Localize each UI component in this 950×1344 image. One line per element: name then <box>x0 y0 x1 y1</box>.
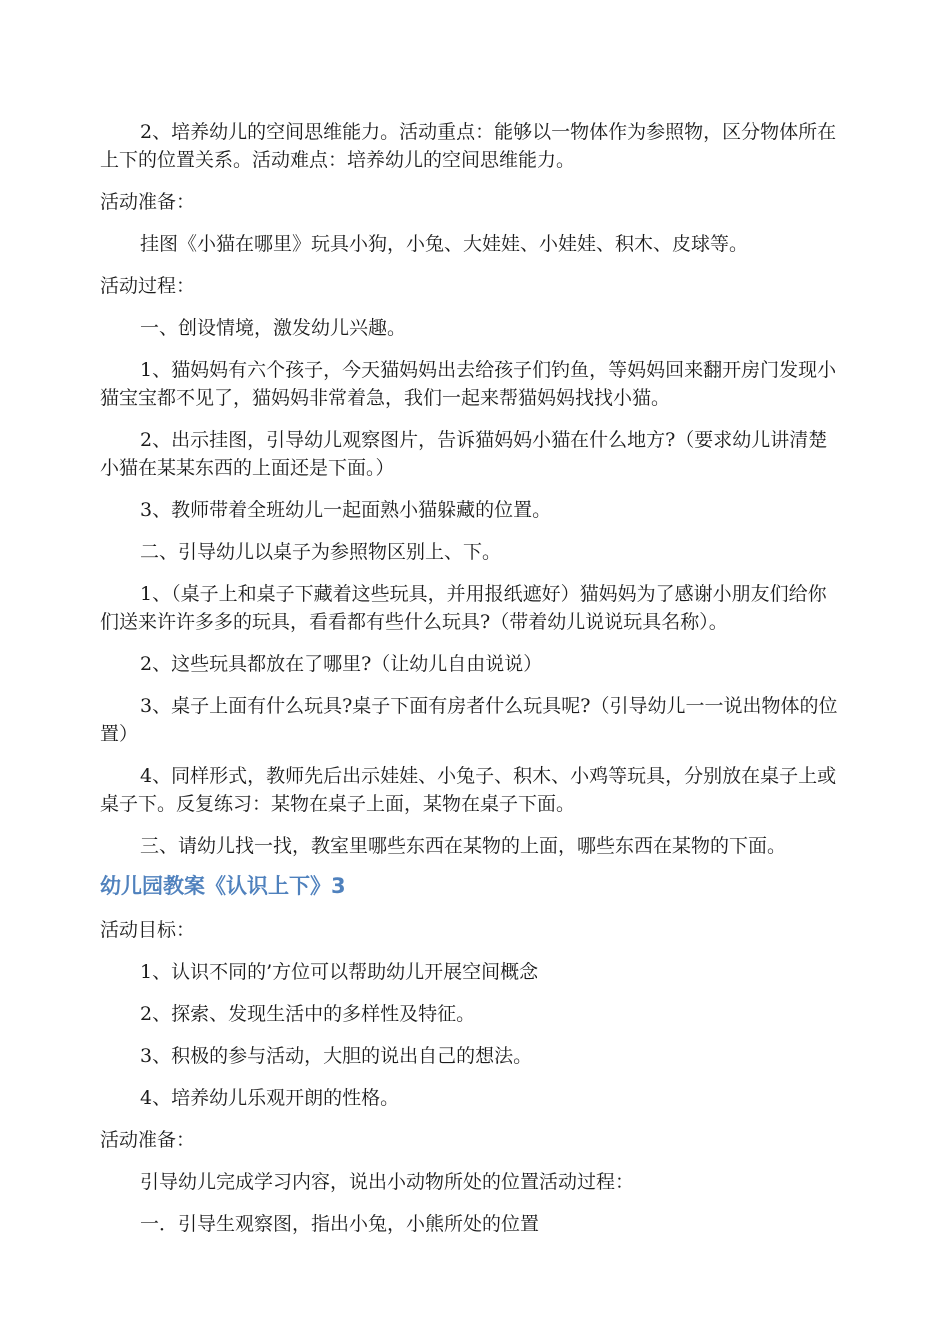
paragraph-step3-title: 三、请幼儿找一找，教室里哪些东西在某物的上面，哪些东西在某物的下面。 <box>140 835 787 857</box>
paragraph-step2-title: 二、引导幼儿以桌子为参照物区别上、下。 <box>140 541 502 563</box>
paragraph-step1-2: 2、出示挂图，引导幼儿观察图片，告诉猫妈妈小猫在什么地方?（要求幼儿讲清楚小猫在某某东西的上面还是下面。） <box>100 429 828 479</box>
paragraph-goal3-1: 1、认识不同的’方位可以帮助幼儿开展空间概念 <box>140 961 539 983</box>
paragraph-goal3-3: 3、积极的参与活动，大胆的说出自己的想法。 <box>140 1045 533 1067</box>
label-activity-goals: 活动目标： <box>100 919 196 941</box>
paragraph-step2-3: 3、桌子上面有什么玩具?桌子下面有房者什么玩具呢?（引导幼儿一一说出物体的位置） <box>100 695 838 745</box>
paragraph-prep3-text: 引导幼儿完成学习内容，说出小动物所处的位置活动过程： <box>140 1171 635 1193</box>
label-activity-prep: 活动准备： <box>100 191 196 213</box>
paragraph-goal3-4: 4、培养幼儿乐观开朗的性格。 <box>140 1087 400 1109</box>
paragraph-step1-3: 3、教师带着全班幼儿一起面熟小猫躲藏的位置。 <box>140 499 552 521</box>
paragraph-prep-materials: 挂图《小猫在哪里》玩具小狗，小兔、大娃娃、小娃娃、积木、皮球等。 <box>140 233 749 255</box>
paragraph-goal3-2: 2、探索、发现生活中的多样性及特征。 <box>140 1003 476 1025</box>
paragraph-step1-title: 一、创设情境，激发幼儿兴趣。 <box>140 317 407 339</box>
paragraph-step1-1: 1、猫妈妈有六个孩子，今天猫妈妈出去给孩子们钓鱼，等妈妈回来翻开房门发现小猫宝宝都不见了，猫妈妈非常着急，我们一起来帮猫妈妈找找小猫。 <box>100 359 837 409</box>
paragraph-goal-2: 2、培养幼儿的空间思维能力。活动重点：能够以一物体作为参照物，区分物体所在上下的位置关系。活动难点：培养幼儿的空间思维能力。 <box>100 121 837 171</box>
document-page <box>100 118 845 1252</box>
paragraph-step2-4: 4、同样形式，教师先后出示娃娃、小兔子、积木、小鸡等玩具，分别放在桌子上或桌子下。反复练习：某物在桌子上面，某物在桌子下面。 <box>100 765 837 815</box>
label-activity-prep-3: 活动准备： <box>100 1129 196 1151</box>
section-heading: 幼儿园教案《认识上下》3 <box>100 874 346 898</box>
paragraph-step3-1: 一．引导生观察图，指出小兔，小熊所处的位置 <box>140 1213 540 1235</box>
paragraph-step2-1: 1、（桌子上和桌子下藏着这些玩具，并用报纸遮好）猫妈妈为了感谢小朋友们给你们送来许许多多的玩具，看看都有些什么玩具?（带着幼儿说说玩具名称）。 <box>100 583 827 633</box>
paragraph-step2-2: 2、这些玩具都放在了哪里?（让幼儿自由说说） <box>140 653 543 675</box>
label-activity-process: 活动过程： <box>100 275 196 297</box>
